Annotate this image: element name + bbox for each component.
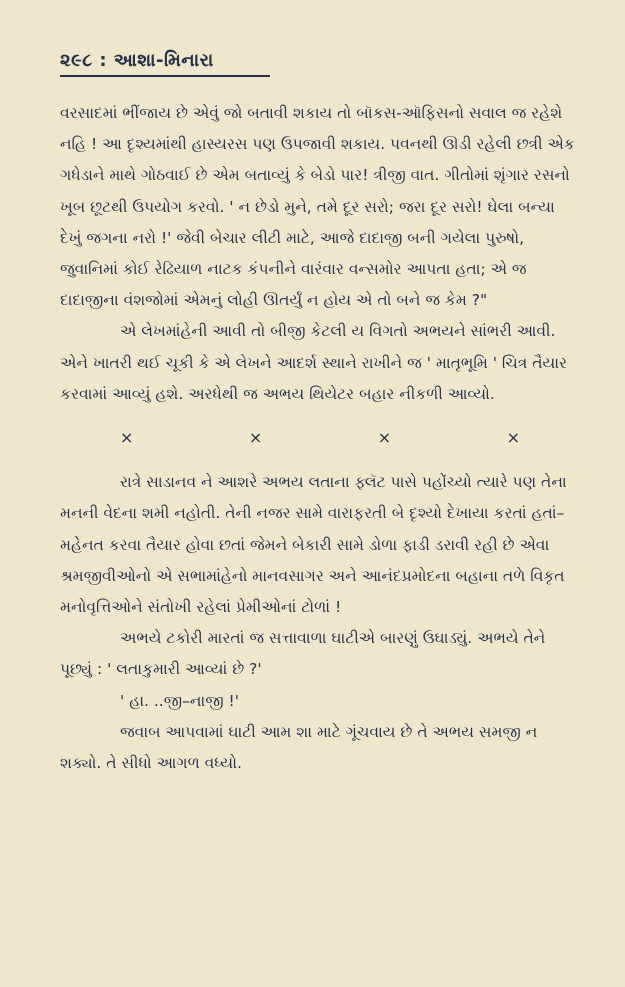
separator-mark: × [377, 428, 392, 448]
paragraph-continued: વરસાદમાં ભીંજાય છે એવું જો બતાવી શકાય તો બૉકસ-ઑફિસનો સવાલ જ રહેશે નહિ ! આ દૃશ્યમાંથી હાસ્યરસ પણ ઉપજાવી શકાય. પવનથી ઊડી રહેલી છત્રી એક ગધેડાને માથે ગોઠવાઈ છે એમ બતાવ્યું કે બેડો પાર! ત્રીજી વાત. ગીતોમાં શૃંગાર રસનો ખૂબ છૂટથી ઉપયોગ કરવો. ' ન છેડો મુને, તમે દૂર સરો; જરા દૂર સરો! ઘેલા બન્યા દેખું જગના નરો !' જેવી બેચાર લીટી માટે, આજે દાદાજી બની ગયેલા પુરુષો, જુવાનિમાં કોઈ રેઢિયાળ નાટક કંપનીને વારંવાર વન્સમોર આપતા હતા; એ જ દાદાજીના વંશજોમાં એમનું લોહી ઊતર્યું ન હોય એ તો બને જ કેમ ?" [60, 104, 575, 310]
separator-mark: × [120, 428, 134, 448]
running-title: ૨૯૮ : આશા-મિનારા [60, 50, 214, 71]
paragraph: એ લેખમાંહેની આવી તો બીજી કેટલી ય વિગતો અભયને સાંભરી આવી. એને ખાતરી થઈ ચૂકી કે એ લેખને આદર્શ સ્થાને રાખીને જ ' માતૃભૂમિ ' ચિત્ર તૈયાર કરવામાં આવ્યું હશે. અરધેથી જ અભય થિયેટર બહાર નીકળી આવ્યો. [60, 322, 568, 403]
paragraph: જવાબ આપવામાં ઘાટી આમ શા માટે ગૂંચવાય છે તે અભય સમજી ન શક્યો. તે સીધો આગળ વધ્યો. [60, 722, 538, 773]
running-header [60, 50, 270, 77]
paragraph: અભયે ટકોરી મારતાં જ સત્તાવાળા ઘાટીએ બારણું ઉઘાડ્યું. અભયે તેને પૂછ્યું : ' લતાકુમારી આવ્યાં છે ?' [60, 629, 546, 679]
dialogue-line: ' હા. ..જી–નાજી !' [120, 691, 239, 710]
header-underline [60, 75, 270, 77]
separator-mark: × [248, 428, 263, 448]
separator-mark: × [506, 428, 520, 448]
page-body [60, 98, 580, 779]
paragraph: રાત્રે સાડાનવ ને આશરે અભય લતાના ફ્લૅટ પાસે પહોંચ્યો ત્યારે પણ તેના મનની વેદના શમી નહોતી. તેની નજર સામે વારાફરતી બે દૃશ્યો દેખાયા કરતાં હતાં–મહેનત કરવા તૈયાર હોવા છતાં જેમને બેકારી સામે ડોળા ફાડી ડરાવી રહી છે એવા શ્રમજીવીઓનો એ સભામાંહેનો માનવસાગર અને આનંદપ્રમોદના બહાના તળે વિકૃત મનોવૃત્તિઓને સંતોખી રહેલાં પ્રેમીઓનાં ટોળાં ! [60, 473, 567, 617]
section-separator [120, 422, 520, 453]
